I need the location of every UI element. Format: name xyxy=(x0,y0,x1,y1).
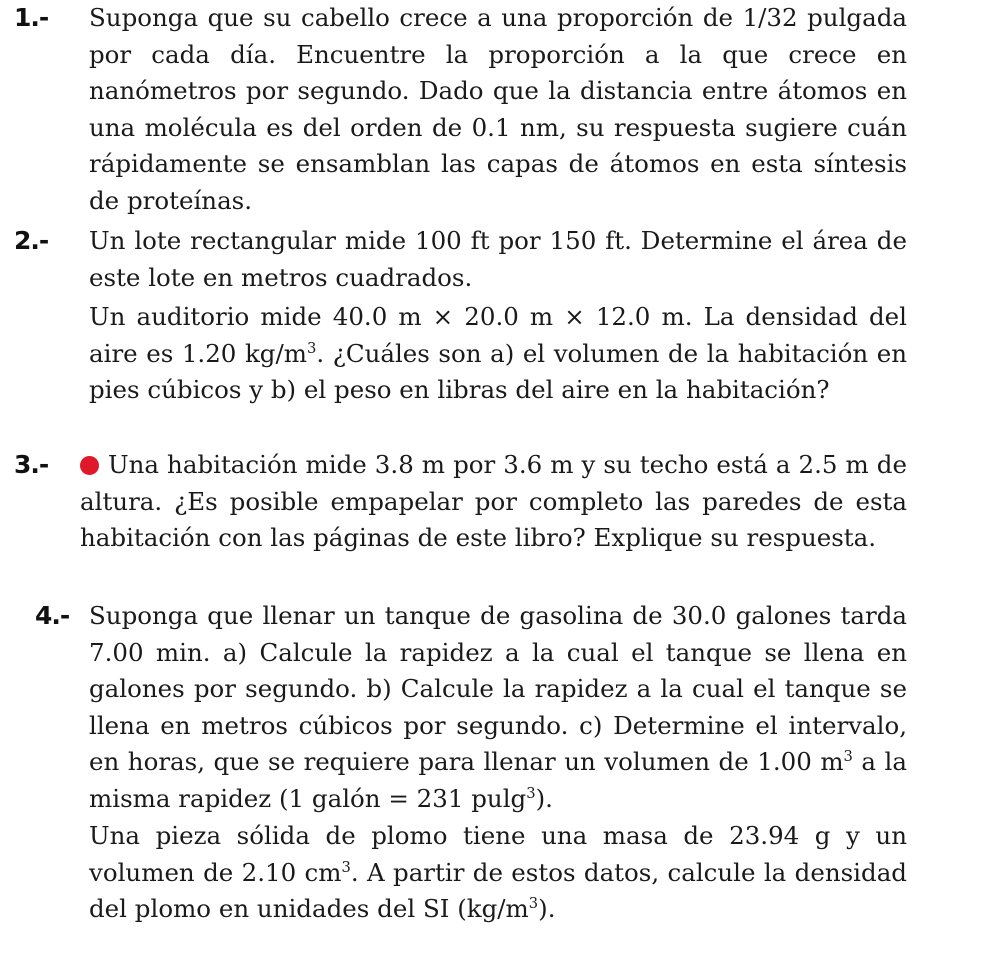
problem-2-number: 2.- xyxy=(14,226,49,255)
problem-1-number: 1.- xyxy=(14,3,49,32)
problem-2-text xyxy=(89,223,907,409)
problem-3-text xyxy=(80,447,907,557)
problem-4-text xyxy=(89,598,907,928)
problem-4-text-b: a la misma rapidez (1 galón = 231 pulg xyxy=(89,747,907,813)
problem-4-extra-paragraph xyxy=(89,818,907,928)
problem-4-extra-text-a: Una pieza sólida de plomo tiene una masa de 23.94 g y un volumen de 2.10 cm xyxy=(89,821,907,887)
problem-3-body: Una habitación mide 3.8 m por 3.6 m y su techo está a 2.5 m de altura. ¿Es posible empapelar por completo las paredes de esta habitación con las páginas de este libro? Explique su respuesta. xyxy=(80,450,907,552)
superscript: 3 xyxy=(528,895,539,913)
problem-2-paragraph: Un lote rectangular mide 100 ft por 150 ft. Determine el área de este lote en metros cuadrados. xyxy=(89,226,907,292)
problem-4-paragraph xyxy=(89,598,907,817)
superscript: 3 xyxy=(341,858,351,876)
problem-1-text xyxy=(89,0,907,219)
problem-1-paragraph: Suponga que su cabello crece a una proporción de 1/32 pulgada por cada día. Encuentre la proporción a la que crece en nanómetros por segundo. Dado que la distancia entre átomos en una molécula es del orden de 0.1 nm, su respuesta sugiere cuán rápidamente se ensamblan las capas de átomos en esta síntesis de proteínas. xyxy=(89,3,907,215)
problem-3-paragraph xyxy=(80,447,907,557)
superscript: 3 xyxy=(526,784,536,802)
problem-4-extra-text-c: ). xyxy=(538,894,556,923)
problem-4-text-c: ). xyxy=(535,783,553,813)
problem-2-extra-text-a: Un auditorio mide 40.0 m × 20.0 m × 12.0 m. La densidad del aire es 1.20 kg/m xyxy=(89,302,907,368)
red-bullet-icon xyxy=(80,456,99,475)
problem-4-number: 4.- xyxy=(35,601,70,630)
problem-2-extra-text-b: . ¿Cuáles son a) el volumen de la habitación en pies cúbicos y b) el peso en libras del aire en la habitación? xyxy=(89,338,908,404)
problem-3-number: 3.- xyxy=(14,450,49,479)
superscript: 3 xyxy=(306,339,317,357)
problem-4-extra-text-b: . A partir de estos datos, calcule la densidad del plomo en unidades del SI (kg/m xyxy=(89,857,907,923)
superscript: 3 xyxy=(843,748,853,766)
problem-2-extra-paragraph xyxy=(89,299,907,409)
problem-4-text-a: Suponga que llenar un tanque de gasolina de 30.0 galones tarda 7.00 min. a) Calcule la rapidez a la cual el tanque se llena en galones por segundo. b) Calcule la rapidez a la cual el tanque se llena en metros cúbicos por segundo. c) Determine el intervalo, en horas, que se requiere para llenar un volumen de 1.00 m xyxy=(89,601,907,776)
